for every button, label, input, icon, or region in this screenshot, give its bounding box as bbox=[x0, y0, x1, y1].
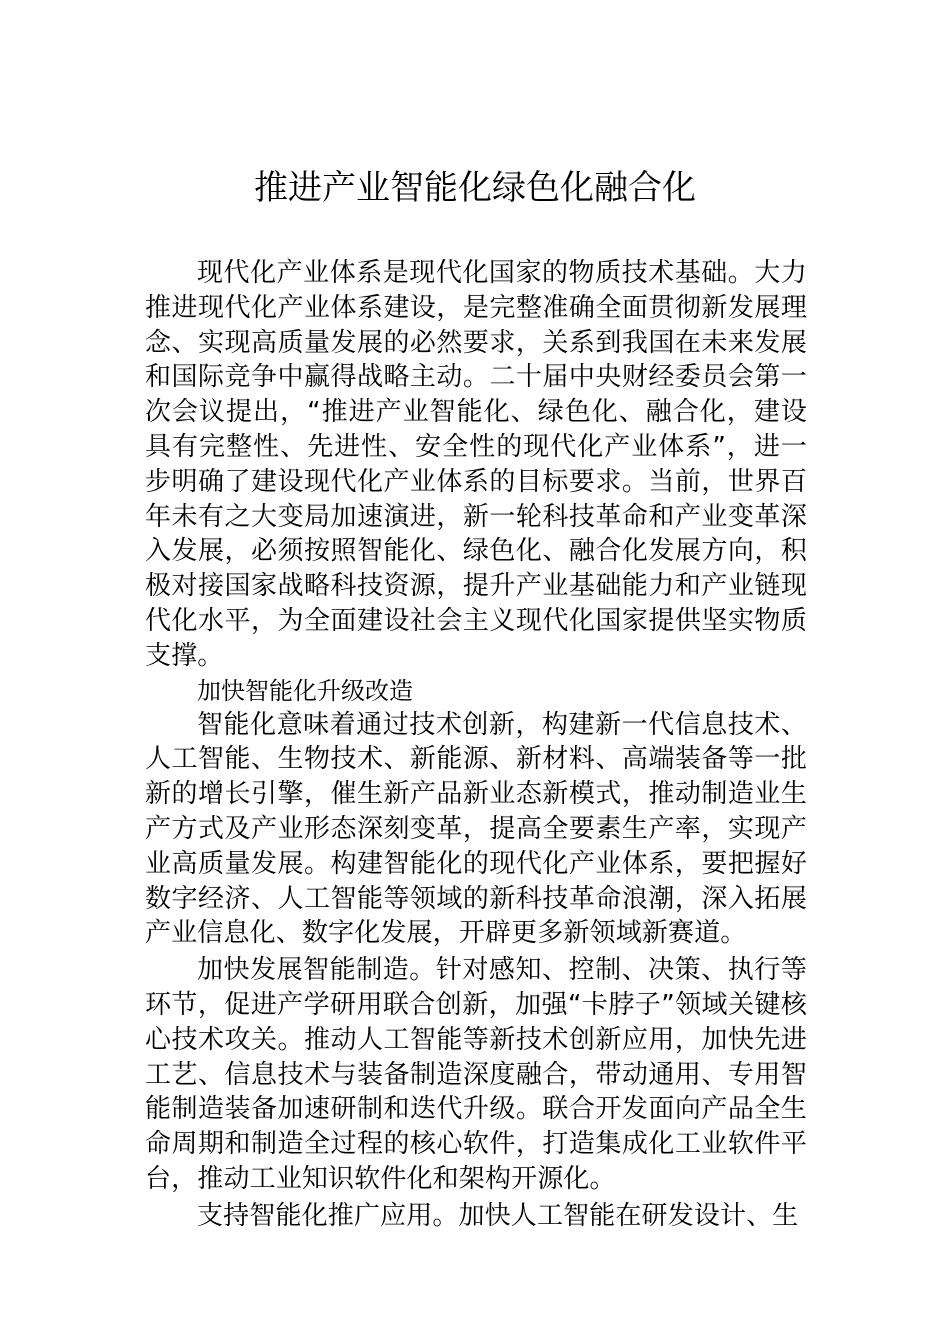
section-paragraph-2: 加快发展智能制造。针对感知、控制、决策、执行等环节，促进产学研用联合创新，加强“卡脖子”领域关键核心技术攻关。推动人工智能等新技术创新应用，加快先进工艺、信息技术与装备制造深度融合，带动通用、专用智能制造装备加速研制和迭代升级。联合开发面向产品全生命周期和制造全过程的核心软件，打造集成化工业软件平台，推动工业知识软件化和架构开源化。 bbox=[145, 955, 807, 1194]
section-paragraph-1: 智能化意味着通过技术创新，构建新一代信息技术、人工智能、生物技术、新能源、新材料、高端装备等一批新的增长引擎，催生新产品新业态新模式，推动制造业生产方式及产业形态深刻变革，提高全要素生产率，实现产业高质量发展。构建智能化的现代化产业体系，要把握好数字经济、人工智能等领域的新科技革命浪潮，深入拓展产业信息化、数字化发展，开辟更多新领域新赛道。 bbox=[145, 709, 807, 949]
section-heading: 加快智能化升级改造 bbox=[197, 676, 413, 705]
document-body bbox=[145, 256, 807, 1234]
section-paragraph-3: 支持智能化推广应用。加快人工智能在研发设计、生 bbox=[197, 1200, 799, 1231]
intro-paragraph: 现代化产业体系是现代化国家的物质技术基础。大力推进现代化产业体系建设，是完整准确全面贯彻新发展理念、实现高质量发展的必然要求，关系到我国在未来发展和国际竞争中赢得战略主动。二十届中央财经委员会第一次会议提出，“推进产业智能化、绿色化、融合化，建设具有完整性、先进性、安全性的现代化产业体系”，进一步明确了建设现代化产业体系的目标要求。当前，世界百年未有之大变局加速演进，新一轮科技革命和产业变革深入发展，必须按照智能化、绿色化、融合化发展方向，积极对接国家战略科技资源，提升产业基础能力和产业链现代化水平，为全面建设社会主义现代化国家提供坚实物质支撑。 bbox=[145, 258, 807, 671]
document-title: 推进产业智能化绿色化融合化 bbox=[254, 168, 696, 208]
